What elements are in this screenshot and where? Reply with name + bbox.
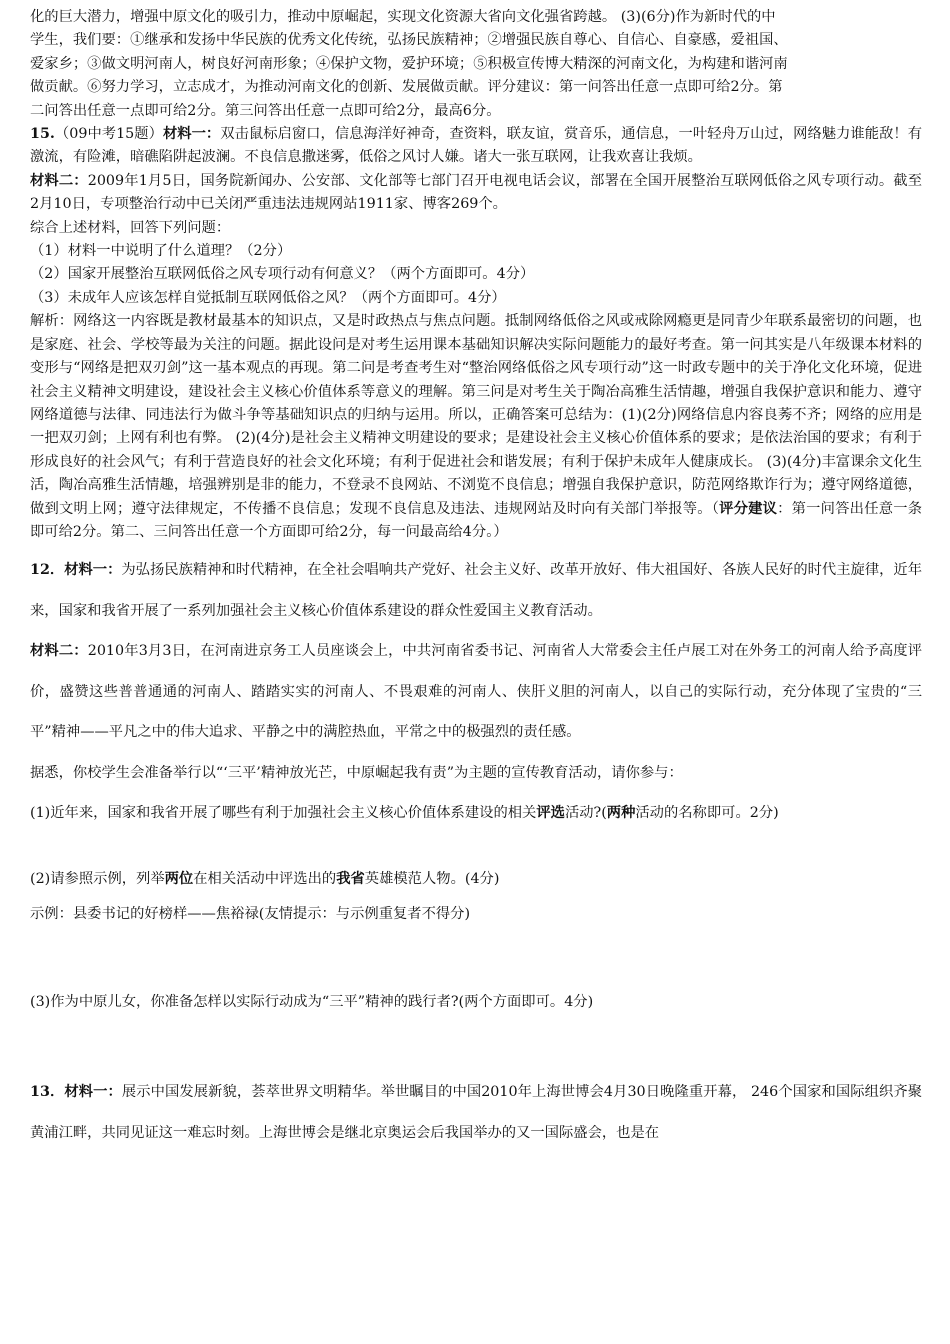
q15-prompt: 综合上述材料，回答下列问题：	[30, 219, 231, 236]
q12-m1-text: 为弘扬民族精神和时代精神，在全社会唱响共产党好、社会主义好、改革开放好、伟大祖国好、各族人民好的时代主旋律，近年来，国家和我省开展了一系列加强社会主义核心价值体系建设的群众性爱国主义教育活动。	[30, 562, 923, 619]
q12-q1-text: 活动的名称即可。2分)	[635, 805, 779, 822]
q12-material-two	[30, 631, 922, 753]
q15-analysis-text: 解析：网络这一内容既是教材最基本的知识点，又是时政热点与焦点问题。抵制网络低俗之风或戒除网瘾更是同青少年联系最密切的问题，也是家庭、社会、学校等最为关注的问题。据此设问是对考生运用课本基础知识解决实际问题能力的最好考查。第一问其实是八年级课本材料的变形与“网络是把双刃剑”这一基本观点的再现。第二问是考查考生对“整治网络低俗之风专项行动”这一时政专题中的关于净化文化环境，促进社会主义精神文明建设，建设社会主义核心价值体系等意义的理解。第三问是对考生关于陶冶高雅生活情趣，增强自我保护意识和能力、遵守网络道德与法律、同违法行为做斗争等基础知识点的归纳与运用。所以，正确答案可总结为：(1)(2分)网络信息内容良莠不齐；网络的应用是一把双刃剑；上网有利也有弊。 (2)(4分)是社会主义精神文明建设的要求；是建设社会主义核心价值体系的要求；是依法治国的要求；有利于形成良好的社会风气；有利于营造良好的社会文化环境；有利于促进社会和谐发展；有利于保护未成年人健康成长。 (3)(4分)丰富课余文化生活，陶冶高雅生活情趣，培强辨别是非的能力，不登录不良网站、不浏览不良信息；增强自我保护意识，防范网络欺诈行为；遵守网络道德，做到文明上网；遵守法律规定，不传播不良信息；发现不良信息及违法、违规网站及时向有关部门举报等。（	[30, 313, 922, 517]
question-15	[30, 123, 922, 544]
q12-q1-emphasis: 评选	[536, 805, 565, 822]
q12-q1-emphasis: 两种	[606, 805, 636, 822]
q12-question-1	[30, 793, 922, 834]
q15-analysis	[30, 310, 922, 544]
q12-m1-label: 材料一：	[64, 562, 122, 579]
q15-question-3: （3）未成年人应该怎样自觉抵制互联网低俗之风？（两个方面即可。4分）	[30, 289, 506, 306]
q12-intro: 据悉，你校学生会准备举行以“‘三平’精神放光芒，中原崛起我有责”为主题的宣传教育活动，请你参与：	[30, 764, 683, 781]
text-line: 二问答出任意一点即可给2分。第三问答出任意一点即可给2分，最高6分。	[30, 102, 501, 119]
q12-q1-text: (1)近年来，国家和我省开展了哪些有利于加强社会主义核心价值体系建设的相关	[30, 805, 537, 822]
q15-scoring-label: 评分建议	[719, 500, 778, 517]
q13-m1-text: 展示中国发展新貌，荟萃世界文明精华。举世瞩目的中国2010年上海世博会4月30日晚隆重开幕， 246个国家和国际组织齐聚黄浦江畔，共同见证这一难忘时刻。上海世博会是继北京奥运会后我国举办的又一国际盛会，也是在	[30, 1084, 922, 1141]
text-line: 做贡献。⑥努力学习，立志成才，为推动河南文化的创新、发展做贡献。评分建议：第一问答出任意一点即可给2分。第	[30, 79, 783, 96]
q13-material-one	[30, 1072, 922, 1153]
q12-q2-text: (2)请参照示例，列举	[30, 870, 165, 887]
q15-source: （09中考15题）	[54, 126, 163, 143]
q15-m2-label: 材料二：	[30, 172, 88, 189]
q12-material-one	[30, 550, 922, 631]
q12-question-2	[30, 868, 922, 891]
q15-m1-text: 双击鼠标启窗口，信息海洋好神奇，查资料，联友谊，赏音乐，通信息，一叶轻舟万山过，网络魅力谁能敌！有激流，有险滩，暗礁陷阱起波澜。不良信息撒迷雾，低俗之风讨人嫌。诸大一张互联网，让我欢喜让我烦。	[30, 126, 923, 166]
q13-number: 13．	[30, 1084, 65, 1101]
q15-material-two	[30, 170, 922, 217]
question-13	[30, 1072, 922, 1153]
text-line: 化的巨大潜力，增强中原文化的吸引力，推动中原崛起，实现文化资源大省向文化强省跨越。 (3)(6分)作为新时代的中	[30, 9, 776, 25]
q15-m1-label: 材料一：	[162, 126, 221, 143]
q12-m2-text: 2010年3月3日，在河南进京务工人员座谈会上，中共河南省委书记、河南省人大常委会主任卢展工对在外务工的河南人给予高度评价，盛赞这些普普通通的河南人、踏踏实实的河南人、不畏艰难的河南人、侠肝义胆的河南人，以自己的实际行动，充分体现了宝贵的“三平”精神——平凡之中的伟大追求、平静之中的满腔热血，平常之中的极强烈的责任感。	[30, 643, 922, 741]
q12-q2-emphasis: 两位	[164, 870, 194, 887]
text-line: 学生，我们要：①继承和发扬中华民族的优秀文化传统，弘扬民族精神；②增强民族自尊心、自信心、自豪感，爱祖国、	[30, 32, 788, 49]
q12-number: 12．	[30, 562, 65, 579]
q15-material-one	[30, 123, 922, 170]
q12-q1-text: 活动?(	[564, 805, 607, 822]
text-line: 爱家乡；③做文明河南人，树良好河南形象；④保护文物，爱护环境；⑤积极宣传博大精深的河南文化，为构建和谐河南	[30, 55, 788, 72]
q12-question-3: (3)作为中原儿女，你准备怎样以实际行动成为“三平”精神的践行者?(两个方面即可。4分)	[30, 993, 594, 1010]
q13-m1-label: 材料一：	[64, 1084, 122, 1101]
q12-q2-emphasis: 我省	[336, 870, 365, 887]
q15-question-1: （1）材料一中说明了什么道理？（2分）	[30, 243, 292, 260]
q12-q2-text: 在相关活动中评选出的	[193, 870, 337, 887]
q15-number: 15.	[30, 126, 55, 143]
q12-m2-label: 材料二：	[30, 643, 88, 660]
q15-analysis-tail: ：第一问答出任意一条即可给2分。第二、三问答出任意一个方面即可给2分，每一问最高给4分。）	[30, 500, 923, 540]
q12-example: 示例：县委书记的好榜样——焦裕禄(友情提示：与示例重复者不得分)	[30, 906, 471, 923]
previous-answer-block	[30, 6, 922, 123]
q12-q2-text: 英雄模范人物。(4分)	[364, 870, 500, 887]
q15-question-2: （2）国家开展整治互联网低俗之风专项行动有何意义？（两个方面即可。4分）	[30, 266, 535, 283]
q15-m2-text: 2009年1月5日，国务院新闻办、公安部、文化部等七部门召开电视电话会议，部署在全国开展整治互联网低俗之风专项行动。截至2月10日，专项整治行动中已关闭严重违法违规网站1911家、博客269个。	[30, 172, 922, 213]
question-12	[30, 550, 922, 1014]
